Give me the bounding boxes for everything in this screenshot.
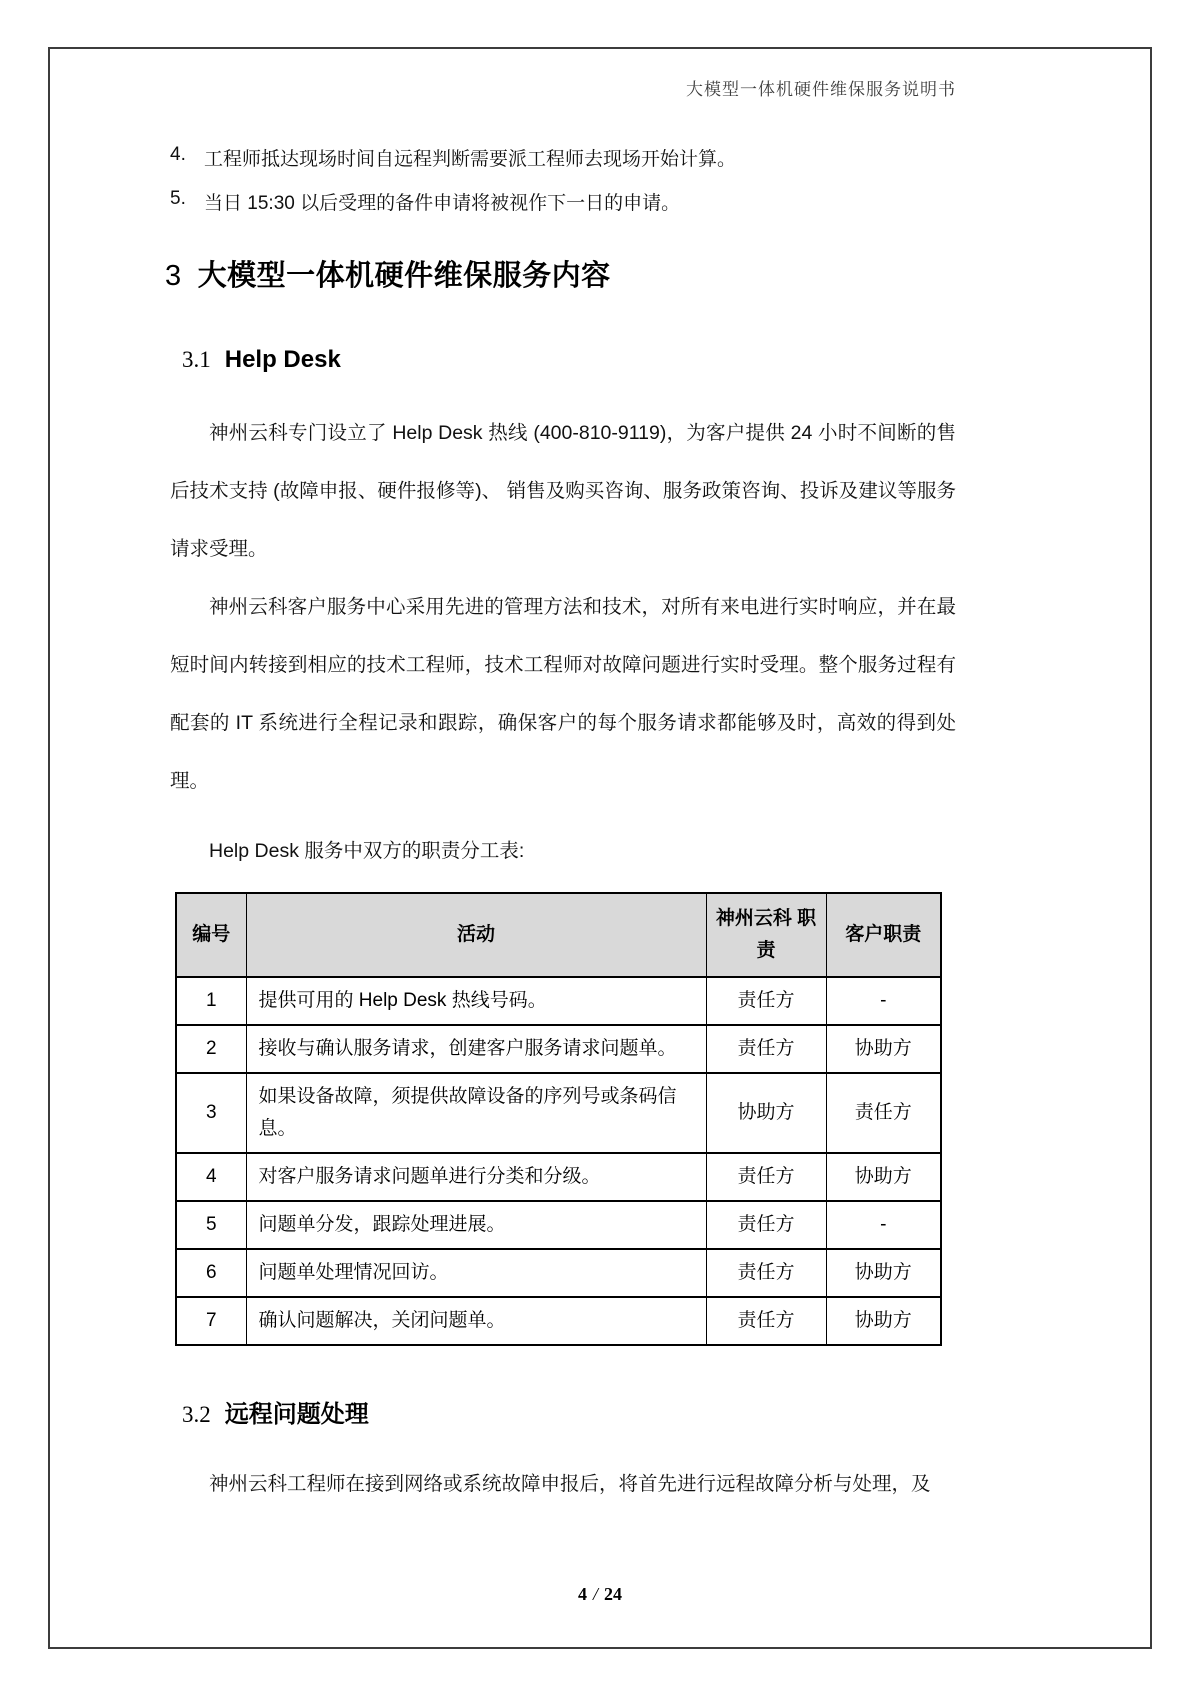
page-footer — [48, 1584, 1152, 1605]
footer-current-page: 4 — [577, 1584, 587, 1604]
table-row — [176, 1249, 941, 1297]
table-row — [176, 1025, 941, 1073]
paragraph-service-center: 神州云科客户服务中心采用先进的管理方法和技术，对所有来电进行实时响应，并在最短时间内转接到相应的技术工程师，技术工程师对故障问题进行实时受理。整个服务过程有配套的 IT 系统进行全程记录和跟踪，确保客户的每个服务请求都能够及时，高效的得到处理。 — [170, 596, 956, 792]
footer-total-pages: 24 — [604, 1584, 622, 1604]
subsection-heading-3-1 — [182, 346, 956, 374]
cell-szyk: 责任方 — [706, 977, 826, 1025]
paragraph-helpdesk-intro: 神州云科专门设立了 Help Desk 热线 (400-810-9119)，为客户提供 24 小时不间断的售后技术支持 (故障申报、硬件报修等)、 销售及购买咨询、服务政策咨询、投诉及建议等服务请求受理。 — [170, 422, 956, 560]
cell-customer: 协助方 — [826, 1297, 941, 1345]
cell-activity: 问题单分发，跟踪处理进展。 — [246, 1201, 706, 1249]
cell-szyk: 责任方 — [706, 1153, 826, 1201]
cell-number: 2 — [176, 1025, 246, 1073]
cell-number: 4 — [176, 1153, 246, 1201]
cell-activity: 接收与确认服务请求，创建客户服务请求问题单。 — [246, 1025, 706, 1073]
table-row — [176, 1201, 941, 1249]
cell-customer: 协助方 — [826, 1025, 941, 1073]
subsection-number: 3.2 — [182, 1402, 211, 1427]
cell-activity: 提供可用的 Help Desk 热线号码。 — [246, 977, 706, 1025]
section-title: 大模型一体机硬件维保服务内容 — [197, 260, 611, 292]
table-row — [176, 977, 941, 1025]
list-item — [170, 188, 956, 215]
section-heading-3 — [165, 253, 956, 294]
subsection-title: Help Desk — [224, 346, 341, 373]
list-item-text: 当日 15:30 以后受理的备件申请将被视作下一日的申请。 — [204, 193, 681, 214]
cell-number: 1 — [176, 977, 246, 1025]
table-header-row — [176, 893, 941, 977]
subsection-heading-3-2 — [182, 1394, 956, 1429]
list-item — [170, 144, 956, 171]
cell-number: 6 — [176, 1249, 246, 1297]
cell-customer: 协助方 — [826, 1153, 941, 1201]
cell-number: 5 — [176, 1201, 246, 1249]
col-header-number: 编号 — [176, 893, 246, 977]
cell-activity: 问题单处理情况回访。 — [246, 1249, 706, 1297]
col-header-activity: 活动 — [246, 893, 706, 977]
col-header-customer-duty: 客户职责 — [826, 893, 941, 977]
cell-number: 3 — [176, 1073, 246, 1153]
list-item-number: 4. — [170, 144, 186, 165]
table-row — [176, 1297, 941, 1345]
cell-szyk: 责任方 — [706, 1025, 826, 1073]
responsibility-table — [175, 892, 942, 1346]
running-header-title: 大模型一体机硬件维保服务说明书 — [686, 80, 956, 99]
cell-customer: - — [826, 977, 941, 1025]
table-row — [176, 1073, 941, 1153]
page-content — [165, 47, 956, 1513]
cell-szyk: 责任方 — [706, 1297, 826, 1345]
section-number: 3 — [165, 260, 182, 292]
cell-activity: 对客户服务请求问题单进行分类和分级。 — [246, 1153, 706, 1201]
footer-separator: / — [592, 1584, 598, 1604]
table-body — [176, 977, 941, 1345]
subsection-title: 远程问题处理 — [224, 1401, 369, 1428]
paragraph-remote-handling: 神州云科工程师在接到网络或系统故障申报后，将首先进行远程故障分析与处理，及 — [209, 1473, 931, 1495]
subsection-number: 3.1 — [182, 347, 211, 372]
cell-customer: 协助方 — [826, 1249, 941, 1297]
table-intro-text: Help Desk 服务中双方的职责分工表: — [209, 840, 525, 862]
cell-number: 7 — [176, 1297, 246, 1345]
cell-szyk: 协助方 — [706, 1073, 826, 1153]
table-header — [176, 893, 941, 977]
cell-customer: 责任方 — [826, 1073, 941, 1153]
col-header-szyk-duty: 神州云科 职责 — [706, 893, 826, 977]
cell-customer: - — [826, 1201, 941, 1249]
cell-szyk: 责任方 — [706, 1201, 826, 1249]
table-row — [176, 1153, 941, 1201]
list-item-number: 5. — [170, 188, 186, 209]
cell-szyk: 责任方 — [706, 1249, 826, 1297]
cell-activity: 确认问题解决，关闭问题单。 — [246, 1297, 706, 1345]
cell-activity: 如果设备故障，须提供故障设备的序列号或条码信息。 — [246, 1073, 706, 1153]
list-item-text: 工程师抵达现场时间自远程判断需要派工程师去现场开始计算。 — [204, 149, 737, 170]
